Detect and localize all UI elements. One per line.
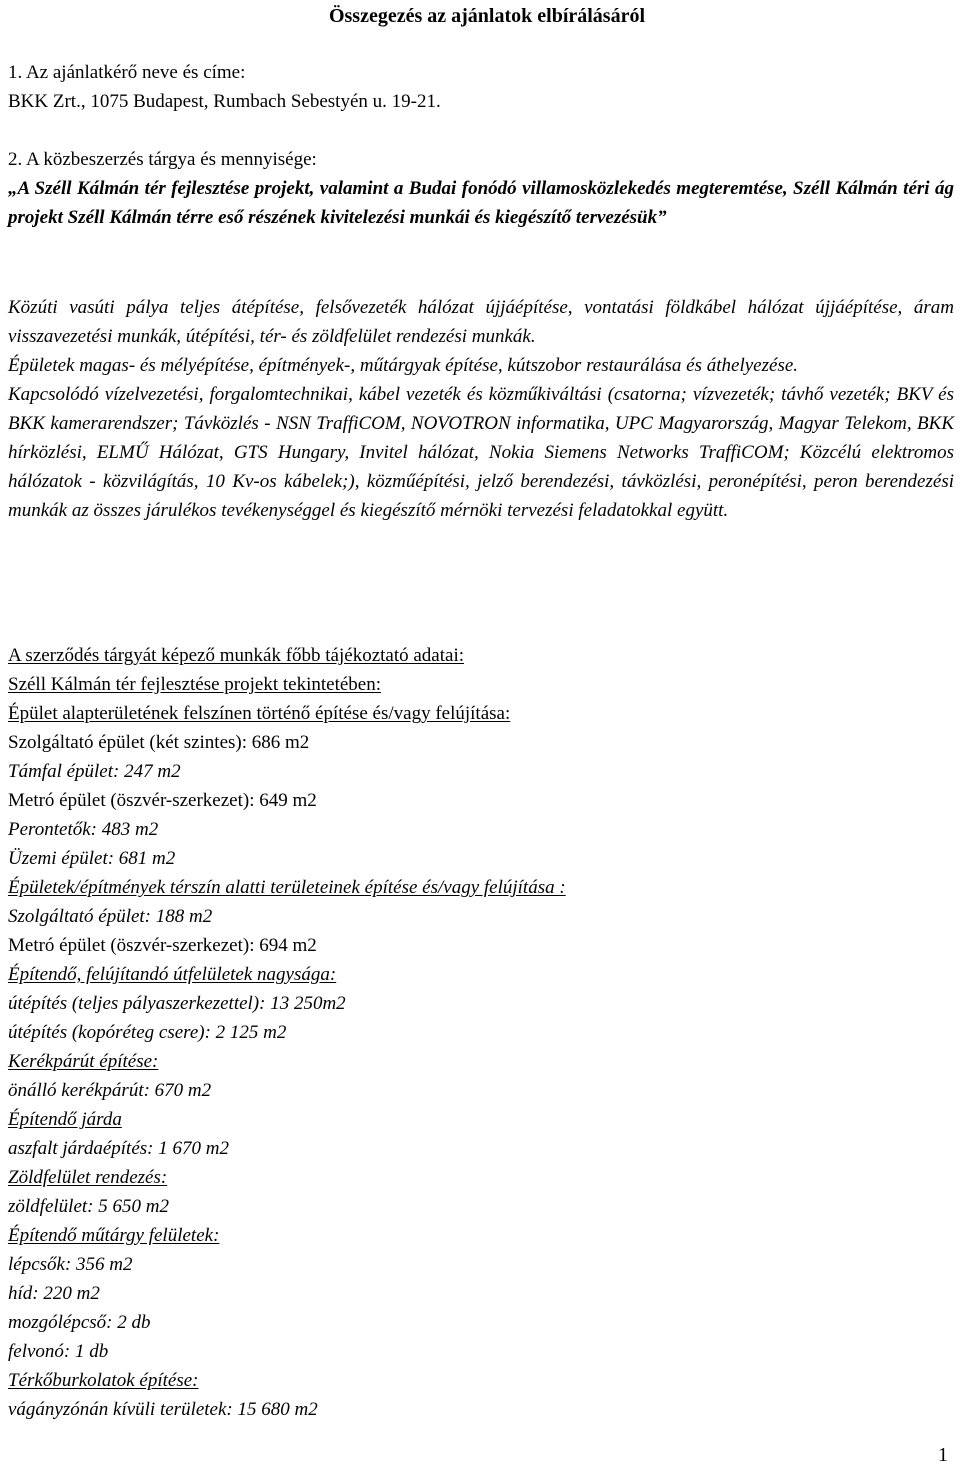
- work-item: lépcsők: 356 m2: [8, 1254, 133, 1275]
- scope-paragraph-1: Közúti vasúti pálya teljes átépítése, felsővezeték hálózat újjáépítése, vontatási földkábel hálózat újjáépítése, áram visszavezetési munkák, útépítési, tér- és zöldfelület rendezési munkák.: [8, 297, 954, 347]
- scope-paragraph-2: Épületek magas- és mélyépítése, építmények-, műtárgyak építése, kútszobor restaurálása és áthelyezése.: [8, 355, 799, 376]
- work-item: Térkőburkolatok építése:: [8, 1370, 199, 1391]
- work-item: Építendő műtárgy felületek:: [8, 1225, 220, 1246]
- work-item: Metró épület (öszvér-szerkezet): 649 m2: [8, 790, 317, 811]
- scope-paragraph-3: Kapcsolódó vízelvezetési, forgalomtechnikai, kábel vezeték és közműkiváltási (csatorna; vízvezeték; távhő vezeték; BKV és BKK kamerarendszer; Távközlés - NSN TraffiCOM, NOVOTRON informatika, UPC Magyarország, Magyar Telekom, BKK hírközlési, ELMŰ Hálózat, GTS Hungary, Invitel hálózat, Nokia Siemens Networks TraffiCOM; Közcélú elektromos hálózatok - közvilágítás, 10 Kv-os kábelek;), közműépítési, jelző berendezési, távközlési, peronépítési, peron berendezési munkák az összes járulékos tevékenységgel és kiegészítő mérnöki tervezési feladatokkal együtt.: [8, 384, 954, 521]
- work-details: [8, 641, 954, 1424]
- work-item: útépítés (kopóréteg csere): 2 125 m2: [8, 1022, 287, 1043]
- work-item: Építendő járda: [8, 1109, 122, 1130]
- contracting-authority: BKK Zrt., 1075 Budapest, Rumbach Sebestyén u. 19-21.: [8, 91, 441, 112]
- work-item: Támfal épület: 247 m2: [8, 761, 181, 782]
- work-item: aszfalt járdaépítés: 1 670 m2: [8, 1138, 229, 1159]
- document-title: Összegezés az ajánlatok elbírálásáról: [328, 5, 646, 27]
- section-2-heading: 2. A közbeszerzés tárgya és mennyisége:: [8, 149, 317, 170]
- work-item: Kerékpárút építése:: [8, 1051, 159, 1072]
- section-2: [8, 145, 954, 232]
- work-item: mozgólépcső: 2 db: [8, 1312, 151, 1333]
- work-item: vágányzónán kívüli területek: 15 680 m2: [8, 1399, 318, 1420]
- work-item: Szolgáltató épület (két szintes): 686 m2: [8, 732, 310, 753]
- work-item: zöldfelület: 5 650 m2: [8, 1196, 169, 1217]
- scope-description: [8, 293, 954, 525]
- work-item: Metró épület (öszvér-szerkezet): 694 m2: [8, 935, 317, 956]
- work-details-subheading: Széll Kálmán tér fejlesztése projekt tekintetében:: [8, 674, 381, 695]
- work-item: Zöldfelület rendezés:: [8, 1167, 168, 1188]
- work-item: Perontetők: 483 m2: [8, 819, 159, 840]
- work-item: Épület alapterületének felszínen történő építése és/vagy felújítása:: [8, 703, 511, 724]
- work-item: Szolgáltató épület: 188 m2: [8, 906, 213, 927]
- project-title: „A Széll Kálmán tér fejlesztése projekt, valamint a Budai fonódó villamosközlekedés megteremtése, Széll Kálmán téri ág projekt Széll Kálmán térre eső részének kivitelezési munkái és kiegészítő tervezésük”: [8, 178, 954, 228]
- page-number: 1: [938, 1444, 948, 1466]
- section-1: [8, 58, 954, 116]
- work-item: önálló kerékpárút: 670 m2: [8, 1080, 212, 1101]
- work-item: Üzemi épület: 681 m2: [8, 848, 176, 869]
- work-item: híd: 220 m2: [8, 1283, 100, 1304]
- work-item: útépítés (teljes pályaszerkezettel): 13 250m2: [8, 993, 346, 1014]
- work-item: felvonó: 1 db: [8, 1341, 109, 1362]
- work-details-heading: A szerződés tárgyát képező munkák főbb tájékoztató adatai:: [8, 645, 464, 666]
- work-item: Építendő, felújítandó útfelületek nagysága:: [8, 964, 337, 985]
- work-item: Épületek/építmények térszín alatti területeinek építése és/vagy felújítása :: [8, 877, 566, 898]
- section-1-heading: 1. Az ajánlatkérő neve és címe:: [8, 62, 246, 83]
